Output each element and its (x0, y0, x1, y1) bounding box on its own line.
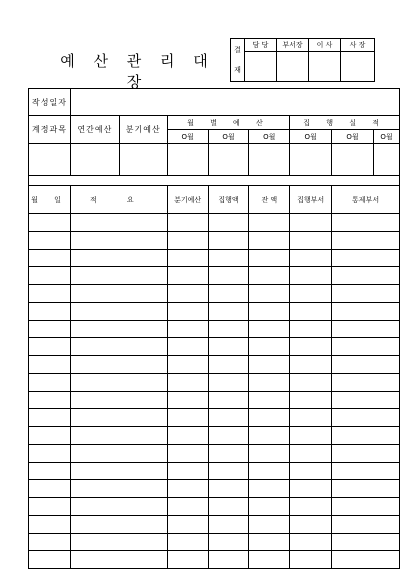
ledger-cell-balance[interactable] (249, 249, 290, 267)
ledger-cell-balance[interactable] (249, 356, 290, 374)
ledger-row (29, 231, 400, 249)
ledger-cell-exec-dept[interactable] (290, 427, 332, 445)
ledger-cell-control-dept[interactable] (332, 391, 400, 409)
ledger-cell-balance[interactable] (249, 444, 290, 462)
ledger-cell-exec-dept[interactable] (290, 302, 332, 320)
ledger-cell-summary[interactable] (70, 285, 167, 303)
ledger-cell-balance[interactable] (249, 267, 290, 285)
ledger-cell-quarter-budget[interactable] (167, 373, 208, 391)
annual-budget-label: 연간예산 (70, 116, 119, 144)
ledger-cell-balance[interactable] (249, 462, 290, 480)
ledger-cell-control-dept[interactable] (332, 373, 400, 391)
ledger-cell-balance[interactable] (249, 427, 290, 445)
section-spacer (29, 176, 400, 186)
ledger-cell-executed-amount[interactable] (208, 285, 249, 303)
ledger-cell-date[interactable] (29, 462, 71, 480)
ledger-cell-control-dept[interactable] (332, 267, 400, 285)
ledger-cell-date[interactable] (29, 515, 71, 533)
ledger-cell-quarter-budget[interactable] (167, 231, 208, 249)
ledger-cell-summary[interactable] (70, 267, 167, 285)
ledger-cell-date[interactable] (29, 338, 71, 356)
ledger-cell-summary[interactable] (70, 320, 167, 338)
ledger-cell-executed-amount[interactable] (208, 444, 249, 462)
ledger-cell-executed-amount[interactable] (208, 214, 249, 232)
ledger-cell-quarter-budget[interactable] (167, 498, 208, 516)
ledger-cell-exec-dept[interactable] (290, 515, 332, 533)
ledger-cell-exec-dept[interactable] (290, 409, 332, 427)
ledger-cell-exec-dept[interactable] (290, 444, 332, 462)
ledger-cell-quarter-budget[interactable] (167, 214, 208, 232)
approval-sign-cell[interactable] (309, 52, 341, 82)
document-title: 예 산 관 리 대 장 (60, 52, 215, 91)
ledger-cell-balance[interactable] (249, 285, 290, 303)
ledger-cell-control-dept[interactable] (332, 249, 400, 267)
ledger-cell-exec-dept[interactable] (290, 214, 332, 232)
ledger-row (29, 515, 400, 533)
ledger-row (29, 444, 400, 462)
ledger-row (29, 551, 400, 569)
ledger-cell-summary[interactable] (70, 551, 167, 569)
ledger-cell-quarter-budget[interactable] (167, 462, 208, 480)
ledger-header-control-dept: 통제부서 (332, 186, 400, 214)
exec-month-3-input[interactable] (373, 144, 399, 176)
ledger-cell-balance[interactable] (249, 409, 290, 427)
ledger-row (29, 373, 400, 391)
ledger-cell-exec-dept[interactable] (290, 267, 332, 285)
ledger-rows (29, 214, 400, 569)
date-input-cell[interactable] (70, 89, 399, 116)
date-label: 작성일자 (29, 89, 71, 116)
ledger-cell-summary[interactable] (70, 231, 167, 249)
ledger-cell-control-dept[interactable] (332, 533, 400, 551)
quarter-budget-label: 분기예산 (119, 116, 167, 144)
budget-month-2: O월 (208, 130, 249, 144)
ledger-row (29, 320, 400, 338)
ledger-cell-date[interactable] (29, 356, 71, 374)
ledger-cell-summary[interactable] (70, 480, 167, 498)
ledger-cell-quarter-budget[interactable] (167, 267, 208, 285)
quarter-budget-input-cell[interactable] (119, 144, 167, 176)
ledger-cell-quarter-budget[interactable] (167, 285, 208, 303)
ledger-cell-quarter-budget[interactable] (167, 391, 208, 409)
ledger-cell-executed-amount[interactable] (208, 267, 249, 285)
ledger-cell-quarter-budget[interactable] (167, 515, 208, 533)
ledger-row (29, 391, 400, 409)
ledger-cell-control-dept[interactable] (332, 551, 400, 569)
approval-role-director: 이 사 (309, 39, 341, 52)
approval-role-dept-head: 부서장 (277, 39, 309, 52)
budget-month-3: O월 (249, 130, 290, 144)
ledger-cell-control-dept[interactable] (332, 338, 400, 356)
ledger-cell-summary[interactable] (70, 515, 167, 533)
exec-month-2-input[interactable] (332, 144, 374, 176)
ledger-cell-date[interactable] (29, 533, 71, 551)
ledger-cell-balance[interactable] (249, 551, 290, 569)
ledger-cell-date[interactable] (29, 551, 71, 569)
ledger-cell-executed-amount[interactable] (208, 409, 249, 427)
ledger-cell-exec-dept[interactable] (290, 231, 332, 249)
ledger-cell-executed-amount[interactable] (208, 231, 249, 249)
ledger-cell-summary[interactable] (70, 356, 167, 374)
ledger-row (29, 427, 400, 445)
ledger-row (29, 302, 400, 320)
ledger-cell-exec-dept[interactable] (290, 373, 332, 391)
ledger-cell-balance[interactable] (249, 515, 290, 533)
ledger-cell-balance[interactable] (249, 338, 290, 356)
exec-month-3: O월 (373, 130, 399, 144)
ledger-row (29, 409, 400, 427)
budget-month-1-input[interactable] (167, 144, 208, 176)
budget-ledger-form (28, 88, 400, 569)
ledger-cell-executed-amount[interactable] (208, 249, 249, 267)
ledger-cell-balance[interactable] (249, 391, 290, 409)
ledger-cell-exec-dept[interactable] (290, 498, 332, 516)
ledger-cell-control-dept[interactable] (332, 515, 400, 533)
ledger-cell-executed-amount[interactable] (208, 551, 249, 569)
approval-role-president: 사 장 (341, 39, 375, 52)
ledger-cell-summary[interactable] (70, 498, 167, 516)
ledger-cell-control-dept[interactable] (332, 427, 400, 445)
ledger-cell-executed-amount[interactable] (208, 373, 249, 391)
ledger-cell-date[interactable] (29, 409, 71, 427)
ledger-cell-executed-amount[interactable] (208, 356, 249, 374)
ledger-cell-exec-dept[interactable] (290, 320, 332, 338)
approval-sign-cell[interactable] (277, 52, 309, 82)
ledger-cell-date[interactable] (29, 480, 71, 498)
ledger-cell-balance[interactable] (249, 373, 290, 391)
ledger-cell-date[interactable] (29, 498, 71, 516)
approval-role-staff: 담 당 (245, 39, 277, 52)
account-input-cell[interactable] (29, 144, 71, 176)
ledger-cell-quarter-budget[interactable] (167, 480, 208, 498)
ledger-header-exec-dept: 집행부서 (290, 186, 332, 214)
ledger-cell-summary[interactable] (70, 214, 167, 232)
ledger-cell-control-dept[interactable] (332, 356, 400, 374)
ledger-cell-exec-dept[interactable] (290, 249, 332, 267)
ledger-row (29, 338, 400, 356)
exec-month-1-input[interactable] (290, 144, 332, 176)
ledger-row (29, 356, 400, 374)
ledger-cell-date[interactable] (29, 267, 71, 285)
ledger-header-balance: 잔 액 (249, 186, 290, 214)
ledger-row (29, 533, 400, 551)
ledger-cell-exec-dept[interactable] (290, 391, 332, 409)
ledger-cell-balance[interactable] (249, 231, 290, 249)
ledger-cell-date[interactable] (29, 231, 71, 249)
budget-month-2-input[interactable] (208, 144, 249, 176)
ledger-cell-exec-dept[interactable] (290, 356, 332, 374)
ledger-cell-balance[interactable] (249, 320, 290, 338)
ledger-row (29, 249, 400, 267)
ledger-cell-control-dept[interactable] (332, 231, 400, 249)
ledger-cell-exec-dept[interactable] (290, 338, 332, 356)
ledger-cell-quarter-budget[interactable] (167, 551, 208, 569)
ledger-cell-quarter-budget[interactable] (167, 338, 208, 356)
ledger-cell-summary[interactable] (70, 338, 167, 356)
ledger-cell-control-dept[interactable] (332, 409, 400, 427)
ledger-cell-executed-amount[interactable] (208, 427, 249, 445)
ledger-cell-summary[interactable] (70, 427, 167, 445)
ledger-cell-executed-amount[interactable] (208, 320, 249, 338)
exec-month-2: O월 (332, 130, 374, 144)
account-label: 계정과목 (29, 116, 71, 144)
ledger-cell-summary[interactable] (70, 302, 167, 320)
ledger-cell-quarter-budget[interactable] (167, 302, 208, 320)
ledger-cell-date[interactable] (29, 285, 71, 303)
ledger-cell-summary[interactable] (70, 409, 167, 427)
approval-side-label: 결 재 (231, 39, 245, 82)
ledger-cell-executed-amount[interactable] (208, 462, 249, 480)
ledger-cell-quarter-budget[interactable] (167, 533, 208, 551)
ledger-row (29, 462, 400, 480)
ledger-cell-quarter-budget[interactable] (167, 320, 208, 338)
execution-label: 집 행 실 적 (290, 116, 400, 130)
ledger-cell-balance[interactable] (249, 533, 290, 551)
ledger-cell-exec-dept[interactable] (290, 480, 332, 498)
budget-month-1: O월 (167, 130, 208, 144)
ledger-cell-summary[interactable] (70, 533, 167, 551)
ledger-cell-quarter-budget[interactable] (167, 444, 208, 462)
ledger-cell-balance[interactable] (249, 498, 290, 516)
ledger-cell-executed-amount[interactable] (208, 498, 249, 516)
ledger-cell-exec-dept[interactable] (290, 533, 332, 551)
ledger-cell-summary[interactable] (70, 444, 167, 462)
ledger-cell-control-dept[interactable] (332, 285, 400, 303)
ledger-cell-control-dept[interactable] (332, 462, 400, 480)
exec-month-1: O월 (290, 130, 332, 144)
ledger-cell-date[interactable] (29, 444, 71, 462)
ledger-cell-executed-amount[interactable] (208, 533, 249, 551)
ledger-header-date: 월 일 (29, 186, 71, 214)
ledger-cell-control-dept[interactable] (332, 214, 400, 232)
approval-box (230, 38, 375, 82)
ledger-header-executed-amount: 집행액 (208, 186, 249, 214)
ledger-cell-executed-amount[interactable] (208, 480, 249, 498)
ledger-cell-exec-dept[interactable] (290, 551, 332, 569)
ledger-cell-executed-amount[interactable] (208, 302, 249, 320)
ledger-cell-control-dept[interactable] (332, 320, 400, 338)
ledger-row (29, 285, 400, 303)
ledger-cell-exec-dept[interactable] (290, 285, 332, 303)
ledger-cell-executed-amount[interactable] (208, 515, 249, 533)
ledger-cell-quarter-budget[interactable] (167, 409, 208, 427)
ledger-cell-executed-amount[interactable] (208, 338, 249, 356)
ledger-cell-date[interactable] (29, 373, 71, 391)
ledger-cell-date[interactable] (29, 391, 71, 409)
ledger-cell-control-dept[interactable] (332, 498, 400, 516)
ledger-cell-date[interactable] (29, 302, 71, 320)
budget-month-3-input[interactable] (249, 144, 290, 176)
ledger-header-quarter-budget: 분기예산 (167, 186, 208, 214)
ledger-cell-quarter-budget[interactable] (167, 427, 208, 445)
ledger-row (29, 498, 400, 516)
ledger-cell-quarter-budget[interactable] (167, 356, 208, 374)
ledger-cell-control-dept[interactable] (332, 302, 400, 320)
ledger-cell-control-dept[interactable] (332, 480, 400, 498)
approval-sign-cell[interactable] (341, 52, 375, 82)
annual-budget-input-cell[interactable] (70, 144, 119, 176)
monthly-budget-label: 월 별 예 산 (167, 116, 290, 130)
ledger-cell-quarter-budget[interactable] (167, 249, 208, 267)
approval-sign-cell[interactable] (245, 52, 277, 82)
ledger-cell-date[interactable] (29, 249, 71, 267)
ledger-cell-summary[interactable] (70, 462, 167, 480)
ledger-cell-date[interactable] (29, 427, 71, 445)
ledger-row (29, 480, 400, 498)
ledger-cell-balance[interactable] (249, 302, 290, 320)
ledger-row (29, 214, 400, 232)
ledger-cell-executed-amount[interactable] (208, 391, 249, 409)
ledger-header-summary: 적 요 (70, 186, 167, 214)
ledger-cell-balance[interactable] (249, 214, 290, 232)
ledger-cell-summary[interactable] (70, 249, 167, 267)
ledger-cell-control-dept[interactable] (332, 444, 400, 462)
ledger-cell-summary[interactable] (70, 391, 167, 409)
ledger-cell-exec-dept[interactable] (290, 462, 332, 480)
ledger-cell-balance[interactable] (249, 480, 290, 498)
ledger-cell-date[interactable] (29, 320, 71, 338)
ledger-cell-summary[interactable] (70, 373, 167, 391)
ledger-cell-date[interactable] (29, 214, 71, 232)
ledger-row (29, 267, 400, 285)
